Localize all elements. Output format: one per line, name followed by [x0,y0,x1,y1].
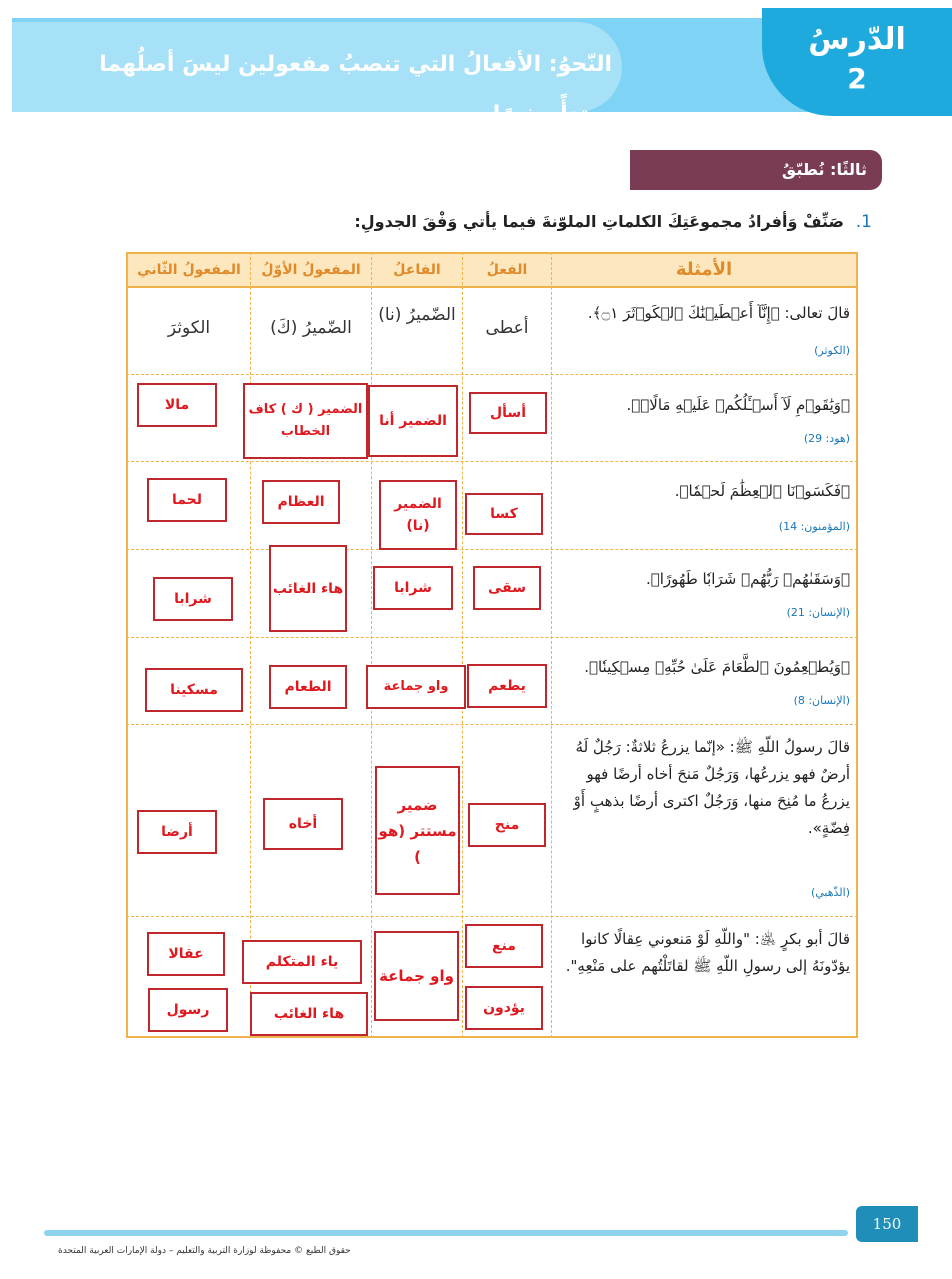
copyright-text: حقوق الطبع © محفوظة لوزارة التربية والتعليم – دولة الإمارات العربية المتحدة [58,1246,351,1256]
example-source: (هود: 29) [803,432,850,445]
answer-object2: مالا [137,383,217,427]
answer-object1: أخاه [263,798,343,850]
answer-subject: الضمير (نا) [379,480,457,550]
cell-object2: الكوثرَ [167,318,211,338]
row-divider [126,549,858,550]
example-source: (الذّهبي) [810,886,850,899]
column-divider [371,252,372,1038]
answer-object2: عقالا [147,932,225,976]
row-divider [126,461,858,462]
example-text: ﴿وَيَٰقَوۡمِ لَآ أَسۡـَٔلُكُمۡ عَلَيۡهِ مَالًاۖ﴾. [626,396,850,414]
answer-verb: سقى [473,566,541,610]
answer-verb: يطعم [467,664,547,708]
column-divider [551,252,552,1038]
example-text: ﴿وَيُطۡعِمُونَ ٱلطَّعَامَ عَلَىٰ حُبِّهِۦ مِسۡكِينٗا﴾. [584,658,850,676]
answer-object2-2: رسول [148,988,228,1032]
answer-verb: كسا [465,493,543,535]
answer-subject: الضمير أنا [368,385,458,457]
row-divider [126,637,858,638]
answer-subject: ضمير مستتر (هو ) [375,766,460,895]
answer-object2: أرضا [137,810,217,854]
answer-object2: شرابا [153,577,233,621]
header-object2: المفعولُ الثّاني [137,262,241,278]
column-divider [462,252,463,1038]
example-text: قالَ رسولُ اللّهِ ﷺ: «إنّما يزرعُ ثلاثةٌ: رَجُلٌ لَهُ أرضٌ فهو يزرعُها، وَرَجُلٌ مَنحَ أخاه أرضًا فهو يزرعُ ما مُنِحَ منها، وَرَجُلٌ اكترى أرضًا بذهبٍ أَوْ فِضّةٍ». [573,738,850,837]
header-subject: الفاعلُ [393,262,441,278]
answer-object1: العظام [262,480,340,524]
answer-subject: واو جماعة [366,665,466,709]
answer-verb-2: يؤدون [465,986,543,1030]
header-verb: الفعلُ [486,262,528,278]
example-text: ﴿وَسَقَىٰهُمۡ رَبُّهُمۡ شَرَابٗا طَهُورًا﴾. [646,570,850,588]
answer-object1: الضمير ( ك ) كاف الخطاب [243,383,368,459]
example-text: ﴿فَكَسَوۡنَا ٱلۡعِظَٰمَ لَحۡمٗا﴾. [674,482,850,500]
answer-object1: ياء المتكلم [242,940,362,984]
row-divider [126,916,858,917]
header-object1: المفعولُ الأوّلُ [261,262,361,278]
footer-line [44,1230,848,1236]
answer-verb: منح [468,803,546,847]
lesson-label: الدّرسُ [808,22,906,57]
cell-verb: أعطى [485,318,529,338]
answer-subject: شرابا [373,566,453,610]
answer-verb: أسأل [469,392,547,434]
answer-object1: هاء الغائب [269,545,347,632]
answer-object2: مسكينا [145,668,243,712]
example-source: (المؤمنون: 14) [778,520,850,533]
lesson-number: 2 [847,62,867,95]
example-text: قالَ تعالى: ﴿إِنَّآ أَعۡطَيۡنَٰكَ ٱلۡكَوۡثَرَ ۝١﴾. [587,304,850,322]
row-divider [126,374,858,375]
cell-subject: الضّميرُ (نا) [378,305,456,325]
classification-table [126,252,858,1038]
header-examples: الأمثلة [675,259,733,280]
example-source: (الإنسان: 8) [793,694,850,707]
question-number: .1 [855,212,872,232]
answer-subject: واو جماعة [374,931,459,1021]
column-divider [250,252,251,1038]
answer-verb: منع [465,924,543,968]
example-source: (الكوثر) [814,344,850,357]
section-label: ثالثًا: نُطبّقُ [781,160,867,179]
question-text: صَنِّفْ وَأفرادُ مجموعَتِكَ الكلماتِ الملوّنةَ فيما يأتي وَفْقَ الجدولِ: [354,212,844,231]
example-source: (الإنسان: 21) [786,606,850,619]
example-text: قالَ أبو بكرٍ ﵁: "واللّهِ لَوْ مَنعوني عِقالًا كانوا يؤدّونَهُ إلى رسولِ اللّهِ ﷺ لقاتَلْتُهم على مَنْعِهِ". [565,930,850,975]
answer-object1-2: هاء الغائب [250,992,368,1036]
answer-object2: لحما [147,478,227,522]
cell-object1: الضّميرُ (كَ) [270,318,352,338]
page-title: النّحوُ: الأفعالُ التي تنصبُ مفعولين ليسَ أصلُهما مبتدأً وخبرًا [99,52,612,127]
page-number: 150 [872,1215,902,1233]
answer-object1: الطعام [269,665,347,709]
row-divider [126,724,858,725]
